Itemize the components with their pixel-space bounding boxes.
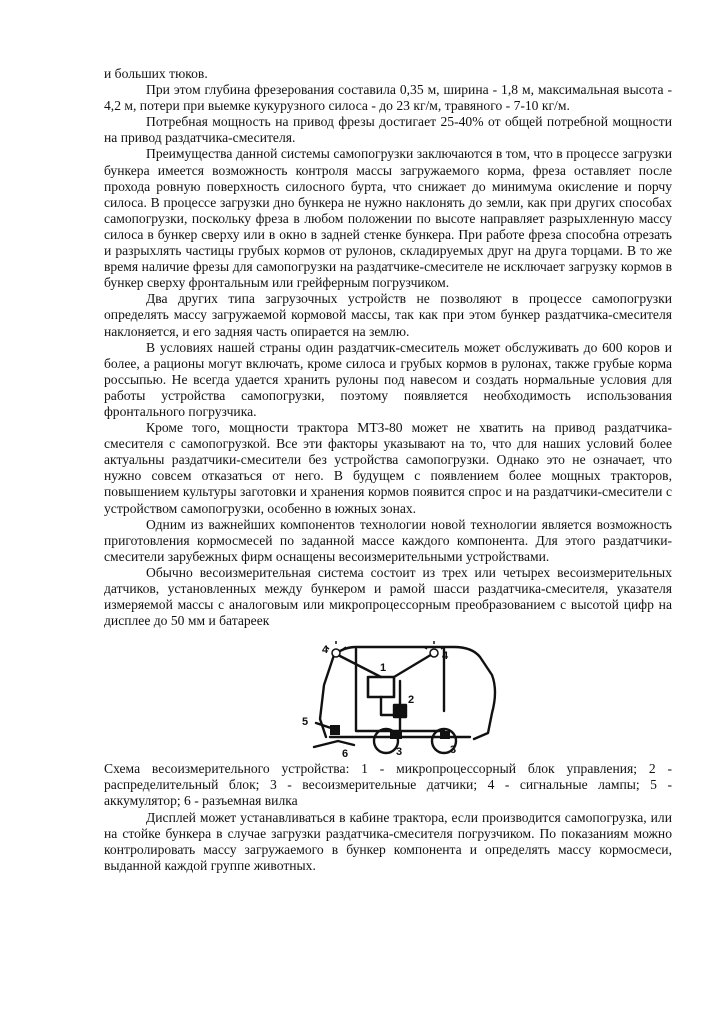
load-sensor bbox=[390, 731, 402, 739]
signal-lamp bbox=[430, 649, 438, 657]
figure-caption: Схема весоизмерительного устройства: 1 - микропроцессорный блок управления; 2 - распределительный блок; 3 - весоизмерительные датчики; 4 - сигнальные лампы; 5 - аккумулятор; 6 - разъемная вилка bbox=[104, 761, 672, 809]
load-sensor bbox=[330, 725, 340, 735]
diagram-label: 3 bbox=[450, 744, 457, 757]
paragraph-8: Одним из важнейших компонентов технологии новой технологии является возможность приготовления кормосмесей по заданной массе каждого компонента. Для этого раздатчики-смесители зарубежных фирм оснащены весоизмерительными устройствами. bbox=[104, 516, 672, 564]
paragraph-5: Два других типа загрузочных устройств не позволяют в процессе самопогрузки определять массу загружаемой кормовой массы, так как при этом бункер раздатчика-смесителя наклоняется, и его задняя часть опирается на землю. bbox=[104, 291, 672, 339]
control-unit bbox=[368, 677, 394, 697]
paragraph-1: и больших тюков. bbox=[104, 66, 208, 81]
diagram-label: 4 bbox=[322, 644, 329, 657]
diagram-label: 3 bbox=[396, 746, 403, 759]
diagram-label: 5 bbox=[302, 716, 309, 729]
paragraph-2: При этом глубина фрезерования составила 0,35 м, ширина - 1,8 м, максимальная высота - 4,2 м, потери при выемке кукурузного силоса - до 23 кг/м, травяного - 7-10 кг/м. bbox=[104, 82, 672, 114]
load-sensor bbox=[440, 731, 450, 739]
drawbar bbox=[314, 741, 354, 747]
diagram-label: 1 bbox=[380, 662, 387, 675]
diagram-label: 6 bbox=[342, 748, 349, 761]
signal-lamp bbox=[332, 649, 340, 657]
paragraph-4: Преимущества данной системы самопогрузки заключаются в том, что в процессе загрузки бункера имеется возможность контроля массы загружаемого корма, фреза оставляет после прохода ровную поверхность силосного бурта, что снижает до минимума окисление и порчу силоса. В процессе загрузки дно бункера не нужно наклонять до земли, как при других способах самопогрузки, поскольку фреза в любом положении по высоте направляет разрыхленную массу силоса в бункер сверху или в окно в задней стенке бункера. При работе фреза способна отрезать и разрыхлять частицы грубых кормов от рулонов, складируемых друг на друга торцами. В то же время наличие фрезы для самопогрузки на раздатчике-смесителе не исключает загрузку кормов в бункер сверху фронтальным или грейферным погрузчиком. bbox=[104, 146, 672, 291]
paragraph-6: В условиях нашей страны один раздатчик-смеситель может обслуживать до 600 коров и более, а рационы могут включать, кроме силоса и грубых кормов в рулонах, также грубые корма россыпью. Не всегда удается хранить рулоны под навесом и создать нормальные условия для работы устройства самопогрузки, поэтому появляется необходимость использования фронтального погрузчика. bbox=[104, 339, 672, 419]
paragraph-closing: Дисплей может устанавливаться в кабине трактора, если производится самопогрузка, или на стойке бункера в случае загрузки раздатчика-смесителя погрузчиком. По показаниям можно контролировать массу загружаемого в бункер компонента и определять массу кормосмеси, выданной каждой группе животных. bbox=[104, 809, 672, 873]
diagram-label: 4 bbox=[442, 650, 449, 663]
diagram-label: 2 bbox=[408, 694, 415, 707]
weighing-device-figure bbox=[104, 641, 672, 761]
document-page bbox=[104, 66, 672, 874]
hopper-outline bbox=[320, 647, 495, 739]
paragraph-3: Потребная мощность на привод фрезы достигает 25-40% от общей потребной мощности на привод раздатчика-смесителя. bbox=[104, 114, 672, 146]
paragraph-7: Кроме того, мощности трактора МТЗ-80 может не хватить на привод раздатчика-смесителя с самопогрузкой. Все эти факторы указывают на то, что для наших условий более актуальны раздатчики-смесители без устройства самопогрузки. Однако это не означает, что нужно совсем отказаться от него. В будущем с появлением более мощных тракторов, повышением культуры заготовки и хранения кормов появится спрос и на раздатчики-смесители с устройством самопогрузки, особенно в южных зонах. bbox=[104, 420, 672, 516]
paragraph-9: Обычно весоизмерительная система состоит из трех или четырех весоизмерительных датчиков, установленных между бункером и рамой шасси раздатчика-смесителя, указателя измеряемой массы с аналоговым или микропроцессорным преобразованием с высотой цифр на дисплее до 50 мм и батареек bbox=[104, 564, 672, 629]
distribution-block bbox=[394, 705, 406, 717]
weighing-device-diagram bbox=[294, 641, 504, 761]
